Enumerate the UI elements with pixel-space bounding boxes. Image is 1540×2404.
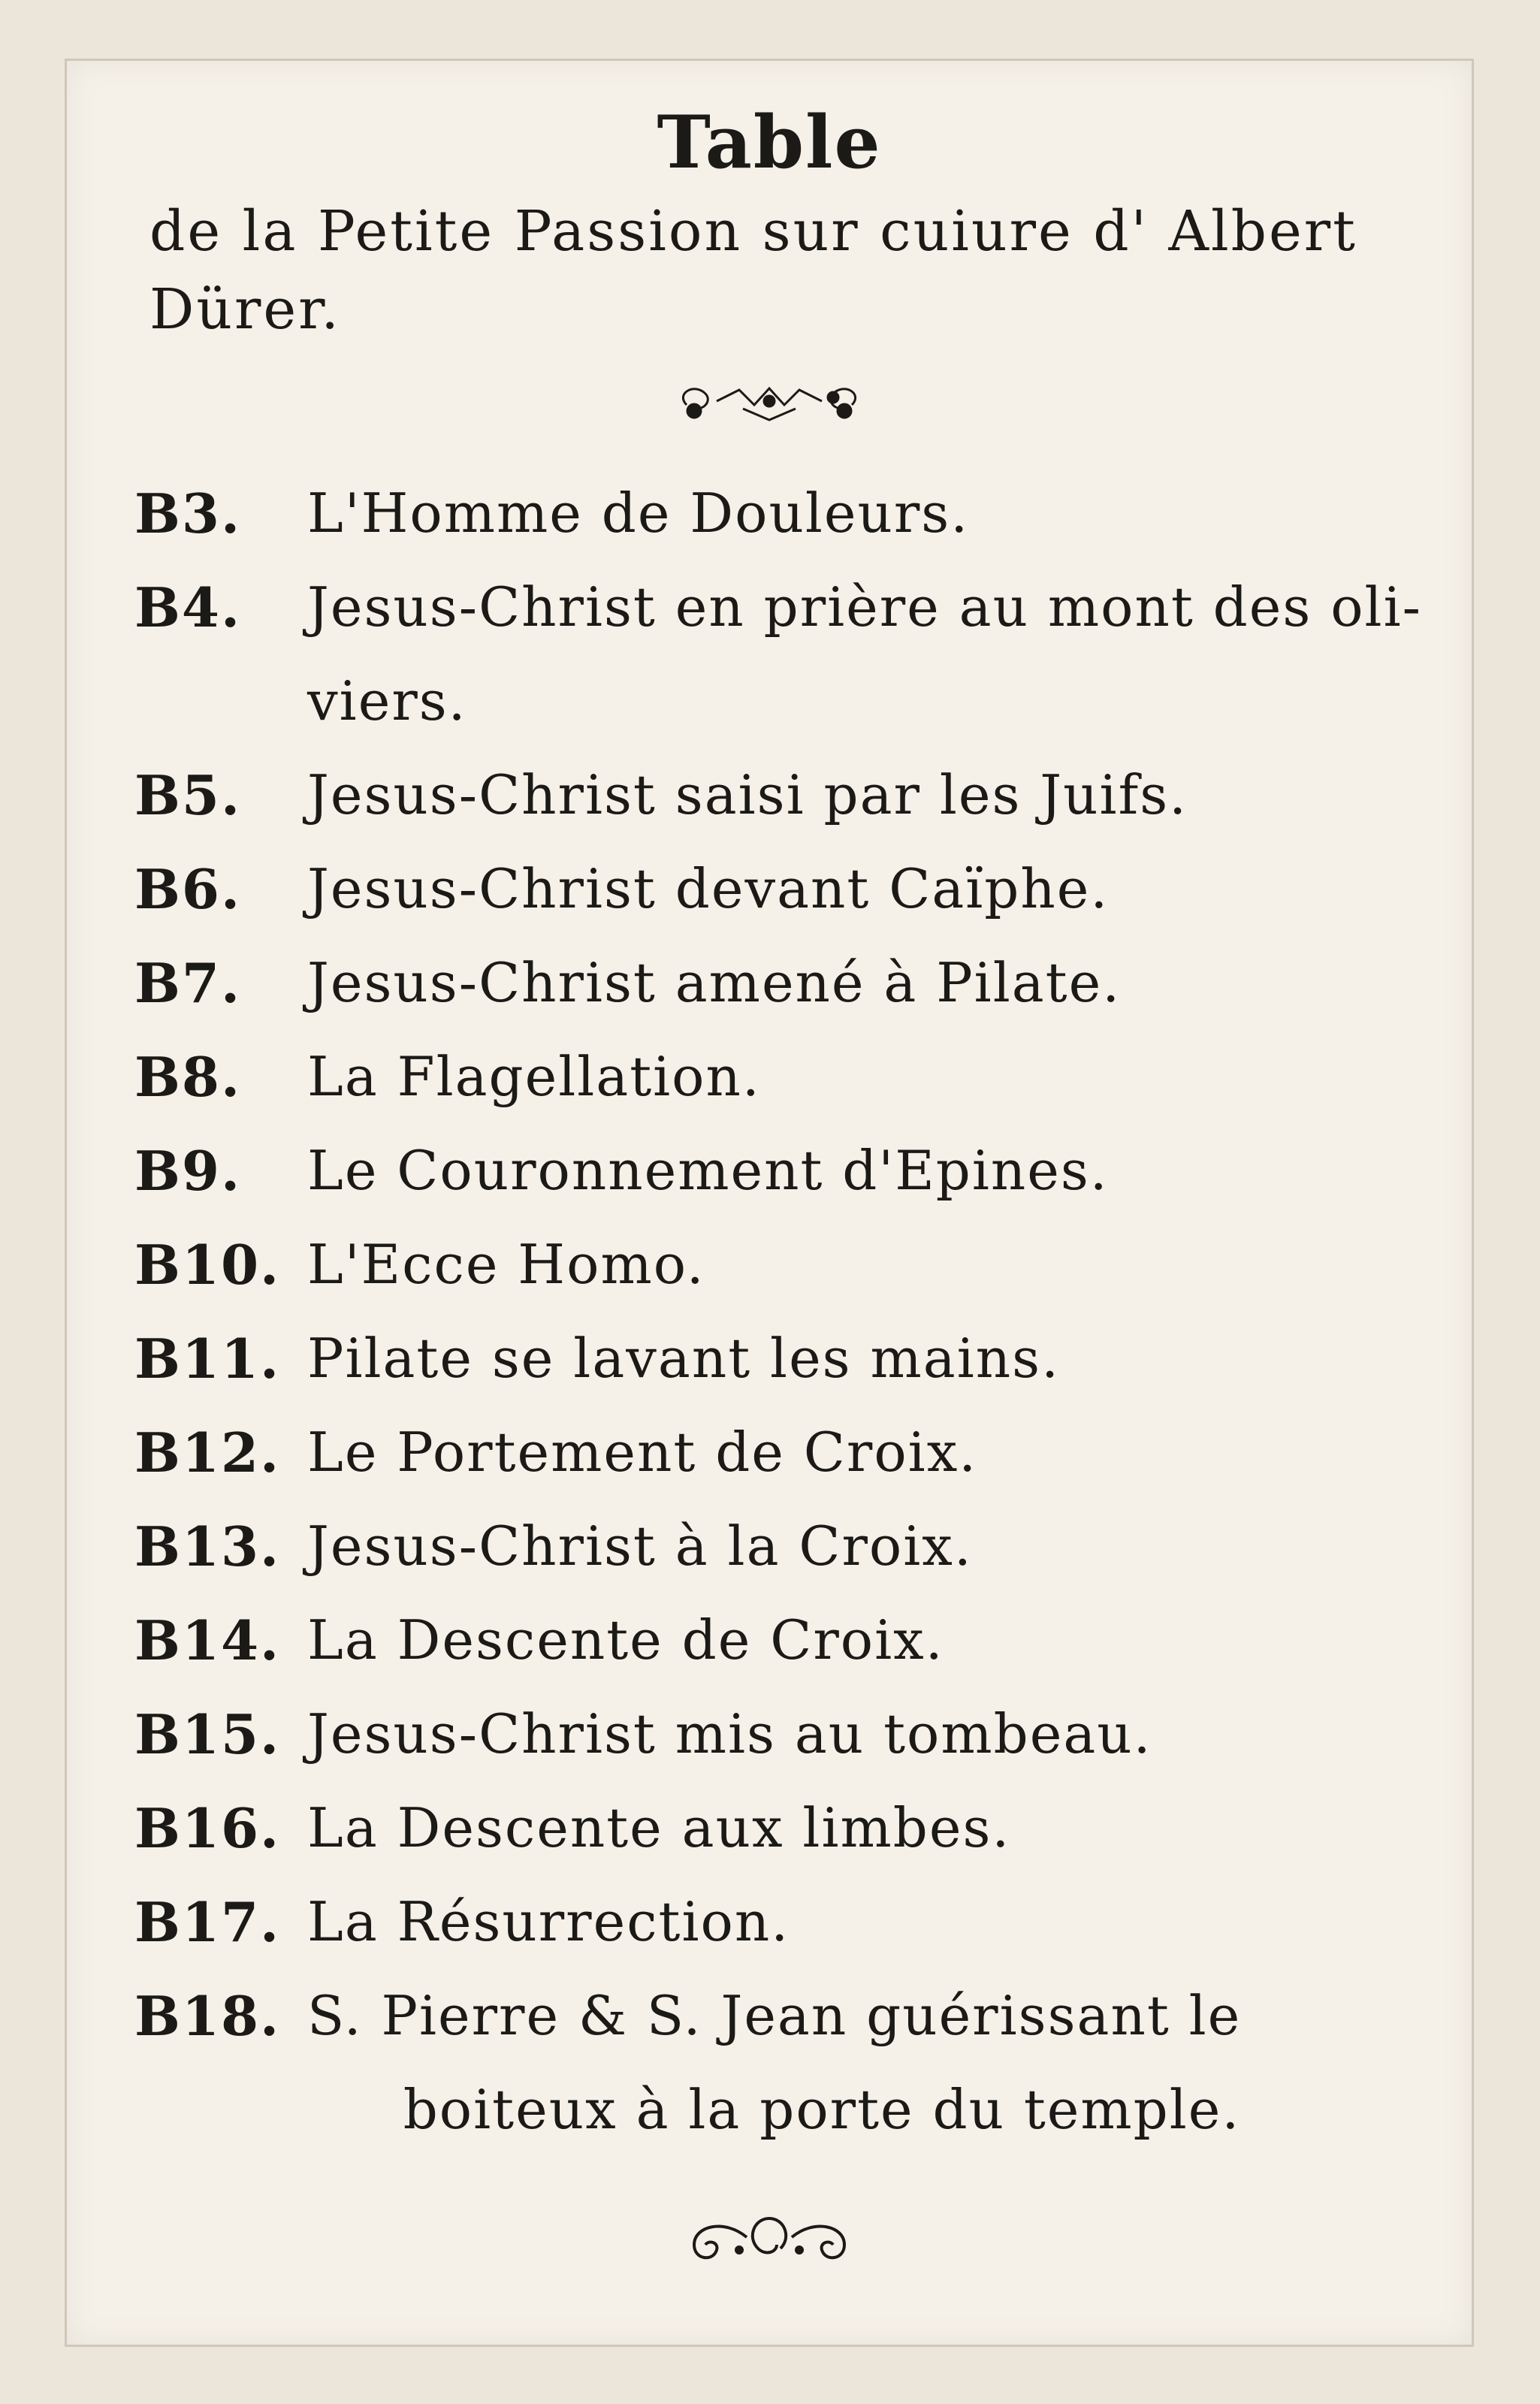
entry-ref: B15. [134,1702,281,1766]
list-item [134,1593,1442,1687]
entry-text: Le Couronnement d'Epines. [307,1139,1109,1202]
entry-text: Jesus-Christ devant Caïphe. [307,857,1110,920]
entry-ref: B9. [134,1139,242,1203]
list-item [134,1969,1442,2157]
entry-text: La Descente aux limbes. [307,1796,1011,1859]
entry-ref: B3. [134,482,242,545]
list-item [134,1406,1442,1499]
entry-ref: B8. [134,1045,242,1109]
entry-text: L'Homme de Douleurs. [307,482,970,545]
entry-ref: B18. [134,1984,281,2048]
entry-text-line1: S. Pierre & S. Jean guérissant le [307,1984,1242,2047]
entry-ref: B4. [134,575,242,639]
list-item [134,1124,1442,1218]
list-item [134,842,1442,936]
list-item [134,1030,1442,1124]
entry-text-line2: boiteux à la porte du temple. [403,2078,1241,2141]
entry-ref: B10. [134,1233,281,1297]
entry-text [307,1969,1442,2157]
entry-text: Jesus-Christ à la Croix. [307,1515,973,1578]
entry-ref: B6. [134,857,242,921]
bottom-ornament-icon [67,2203,1472,2274]
entry-ref: B16. [134,1796,281,1860]
top-ornament-icon [67,375,1472,430]
entry-text: Jesus-Christ mis au tombeau. [307,1702,1152,1765]
entry-ref: B7. [134,951,242,1015]
entry-ref: B13. [134,1515,281,1578]
entry-ref: B5. [134,763,242,827]
list-item [134,748,1442,842]
list-item [134,1218,1442,1312]
page-title: Table [657,100,882,185]
entry-text-line1: Jesus-Christ en prière au mont des oli- [307,575,1422,639]
list-item [134,560,1442,748]
entry-text: La Flagellation. [307,1045,761,1108]
entry-ref: B12. [134,1421,281,1484]
entry-ref: B17. [134,1890,281,1954]
entry-text: La Résurrection. [307,1890,790,1953]
entry-text: L'Ecce Homo. [307,1233,705,1296]
entry-text: Le Portement de Croix. [307,1421,978,1484]
list-item [134,936,1442,1030]
entry-text: Jesus-Christ saisi par les Juifs. [307,763,1188,826]
page-subtitle: de la Petite Passion sur cuiure d' Albert Dürer. [149,199,1357,342]
list-item [134,1781,1442,1875]
list-item [134,1687,1442,1781]
entry-text: Jesus-Christ amené à Pilate. [307,951,1122,1014]
list-item [134,1312,1442,1406]
entry-text: Pilate se lavant les mains. [307,1327,1060,1390]
entry-text [307,560,1442,748]
entry-text: La Descente de Croix. [307,1608,944,1672]
list-item [134,467,1442,560]
entry-text-line2: viers. [307,669,467,732]
list-item [134,1875,1442,1969]
entries-list [134,467,1442,2157]
list-item [134,1499,1442,1593]
entry-ref: B14. [134,1608,281,1672]
entry-ref: B11. [134,1327,281,1391]
plate [65,59,1474,2347]
